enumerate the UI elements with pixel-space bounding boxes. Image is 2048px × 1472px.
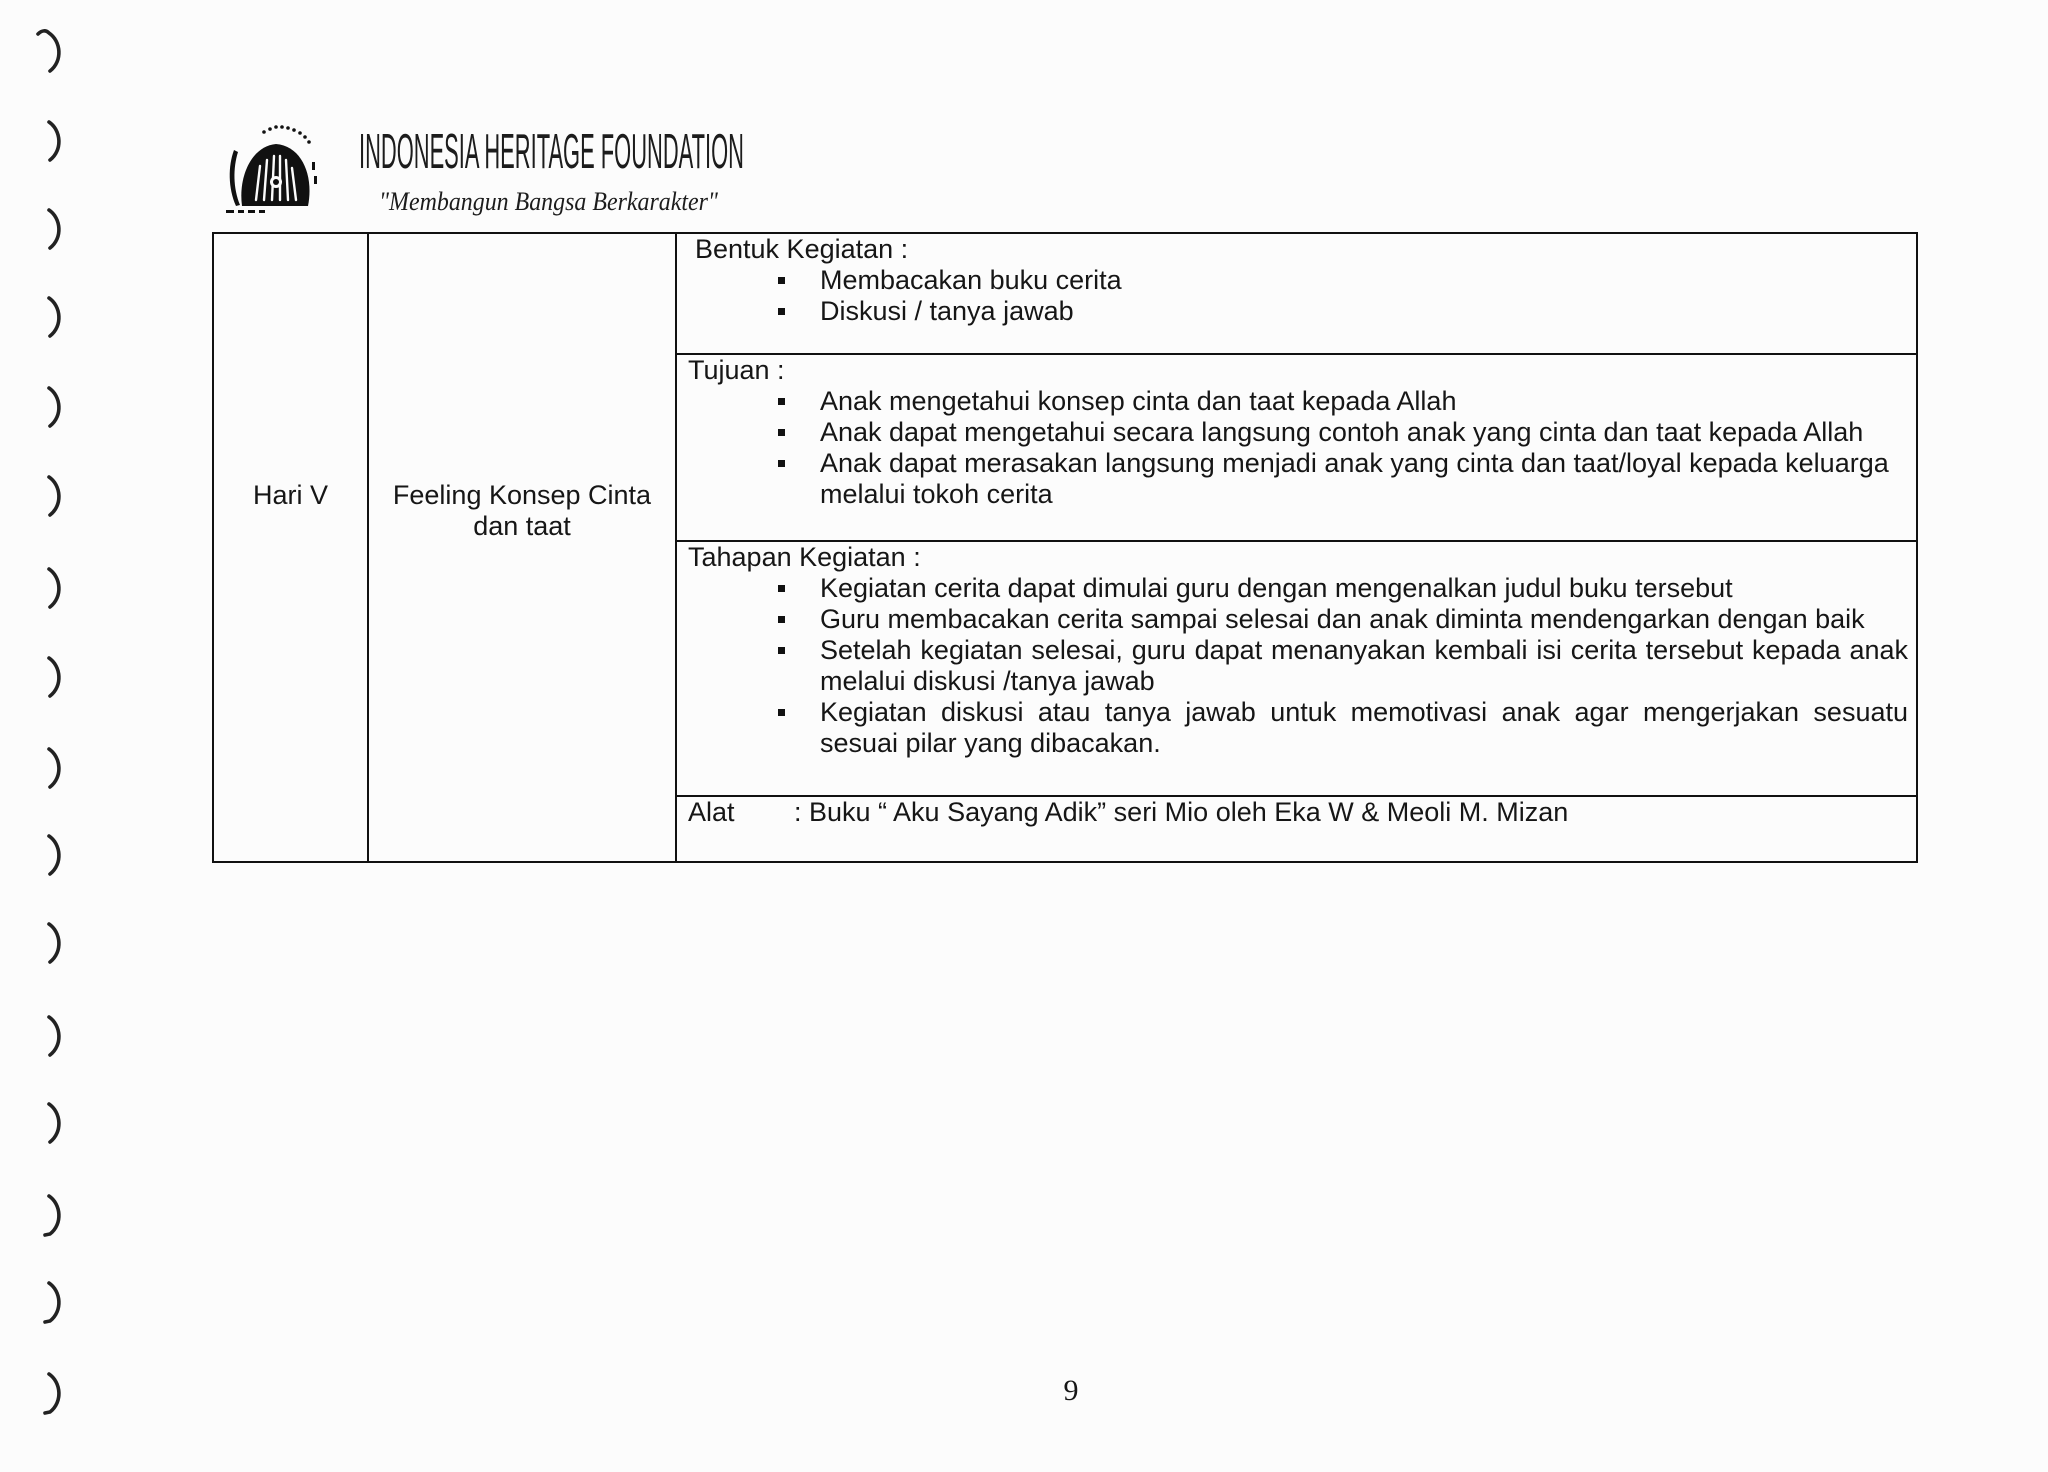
binder-hole-mark — [44, 385, 66, 429]
list-item — [820, 604, 1908, 635]
activity-form-section — [677, 234, 1916, 355]
activity-table — [212, 232, 1918, 863]
theme-cell — [369, 234, 677, 861]
activity-form-list — [677, 265, 1916, 327]
binder-hole-mark — [44, 655, 66, 699]
tools-section — [677, 797, 1916, 861]
list-item — [820, 635, 1908, 697]
day-cell — [214, 234, 369, 861]
bullet-icon — [778, 647, 785, 654]
binder-hole-mark — [44, 474, 66, 518]
list-item-text: Diskusi / tanya jawab — [820, 296, 1074, 326]
list-item — [820, 265, 1908, 296]
list-item-text: Membacakan buku cerita — [820, 265, 1122, 295]
binder-hole-mark — [44, 295, 66, 339]
bullet-icon — [778, 277, 785, 284]
list-item — [820, 697, 1908, 759]
tools-label: Alat — [688, 797, 735, 827]
bullet-icon — [778, 616, 785, 623]
list-item-text: Anak dapat merasakan langsung menjadi anak yang cinta dan taat/loyal kepada keluarga melalui tokoh cerita — [820, 448, 1889, 509]
binder-hole-mark — [44, 746, 66, 790]
binder-hole-mark — [44, 921, 66, 965]
bullet-icon — [778, 308, 785, 315]
goals-heading: Tujuan : — [688, 355, 785, 385]
page-number: 9 — [1063, 1374, 1079, 1407]
steps-list — [677, 573, 1916, 759]
binder-hole-mark — [44, 833, 66, 877]
list-item-text: Kegiatan diskusi atau tanya jawab untuk memotivasi anak agar mengerjakan sesuatu sesuai pilar yang dibacakan. — [820, 697, 1908, 758]
binder-hole-mark — [44, 30, 66, 74]
list-item — [820, 296, 1908, 327]
list-item — [820, 573, 1908, 604]
list-item — [820, 448, 1908, 510]
goals-list — [677, 386, 1916, 510]
binder-hole-mark — [44, 1280, 66, 1324]
activity-form-heading: Bentuk Kegiatan : — [695, 234, 909, 264]
binder-hole-mark — [44, 1193, 66, 1237]
list-item-text: Setelah kegiatan selesai, guru dapat menanyakan kembali isi cerita tersebut kepada anak melalui diskusi /tanya jawab — [820, 635, 1908, 696]
binder-hole-mark — [44, 207, 66, 251]
foundation-logo-icon — [220, 122, 330, 218]
day-label: Hari V — [252, 480, 328, 510]
bullet-icon — [778, 429, 785, 436]
list-item-text: Kegiatan cerita dapat dimulai guru dengan mengenalkan judul buku tersebut — [820, 573, 1733, 603]
list-item-text: Anak dapat mengetahui secara langsung contoh anak yang cinta dan taat kepada Allah — [820, 417, 1864, 447]
tools-value: : Buku “ Aku Sayang Adik” seri Mio oleh Eka W & Meoli M. Mizan — [794, 797, 1569, 827]
list-item — [820, 386, 1908, 417]
bullet-icon — [778, 460, 785, 467]
binder-hole-mark — [44, 566, 66, 610]
list-item-text: Anak mengetahui konsep cinta dan taat kepada Allah — [820, 386, 1457, 416]
theme-label: Feeling Konsep Cinta dan taat — [392, 480, 652, 541]
bullet-icon — [778, 398, 785, 405]
steps-section — [677, 542, 1916, 797]
binder-hole-mark — [44, 119, 66, 163]
binder-margin — [0, 0, 120, 1472]
binder-hole-mark — [44, 1371, 66, 1415]
goals-section — [677, 355, 1916, 542]
bullet-icon — [778, 585, 785, 592]
organization-tagline: "Membangun Bangsa Berkarakter" — [379, 187, 718, 216]
steps-heading: Tahapan Kegiatan : — [688, 542, 921, 572]
list-item — [820, 417, 1908, 448]
binder-hole-mark — [44, 1014, 66, 1058]
binder-hole-mark — [44, 1101, 66, 1145]
list-item-text: Guru membacakan cerita sampai selesai dan anak diminta mendengarkan dengan baik — [820, 604, 1865, 634]
bullet-icon — [778, 709, 785, 716]
organization-name: INDONESIA HERITAGE FOUNDATION — [359, 125, 744, 179]
